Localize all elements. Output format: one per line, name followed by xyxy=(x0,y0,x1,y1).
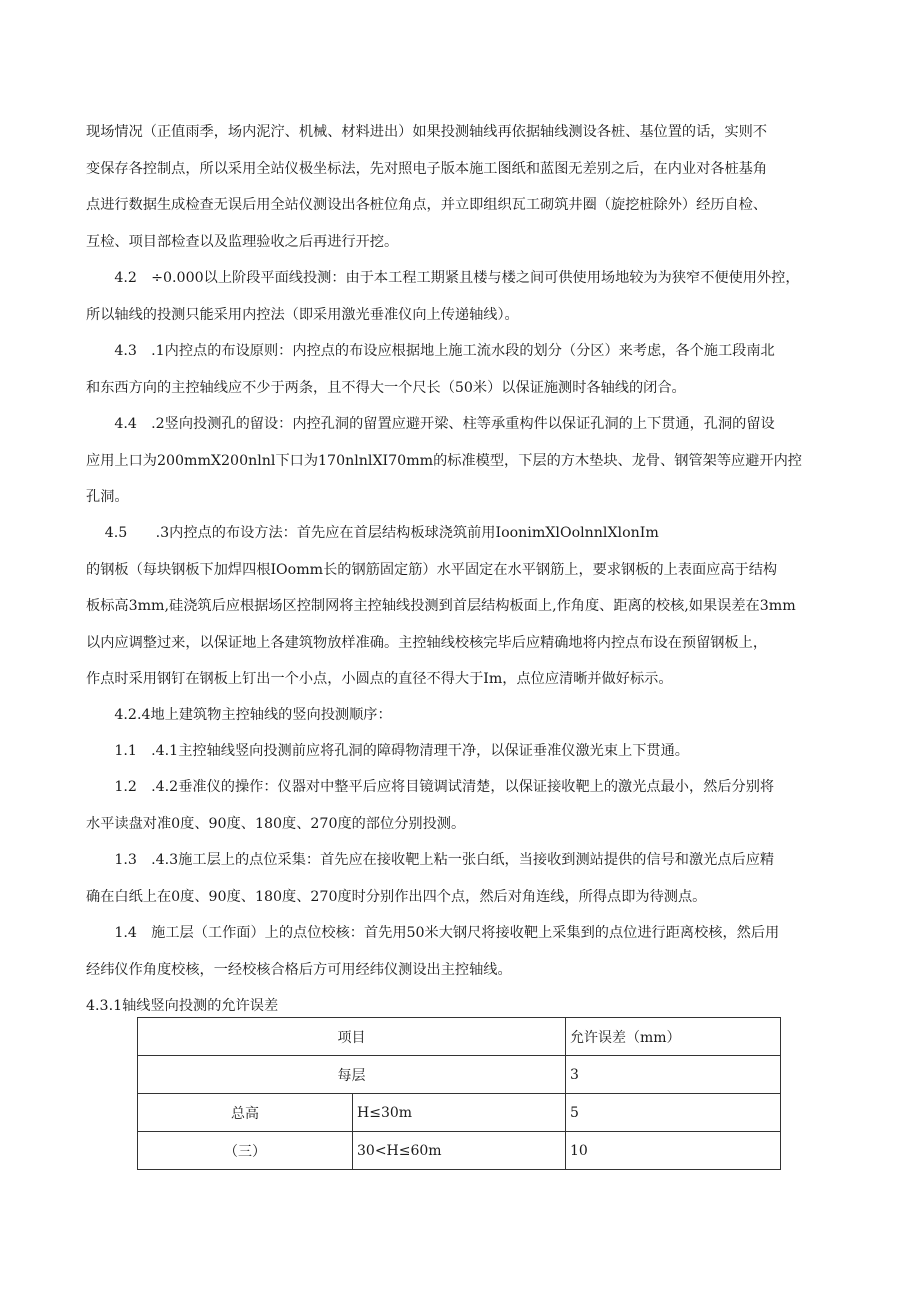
paragraph-p6 xyxy=(86,697,838,734)
text-line: 1.2 .4.2垂准仪的操作：仪器对中整平后应将目镜调试清楚，以保证接收靶上的激光点最小，然后分别将 xyxy=(86,779,775,795)
header-item: 项目 xyxy=(138,1018,566,1056)
text-line: 互检、项目部检查以及监理验收之后再进行开挖。 xyxy=(86,233,399,250)
row-label: （三） xyxy=(138,1132,353,1170)
text-line: 确在白纸上在0度、90度、180度、270度时分别作出四个点，然后对角连线，所得点即为待测点。 xyxy=(86,888,707,905)
text-line: 4.3 .1内控点的布设原则：内控点的布设应根据地上施工流水段的划分（分区）来考虑，各个施工段南北 xyxy=(86,343,775,359)
paragraph-p10 xyxy=(86,915,838,988)
paragraph-p7 xyxy=(86,733,838,770)
text-line: 和东西方向的主控轴线应不少于两条，且不得大一个尺长（50米）以保证施测时各轴线的闭合。 xyxy=(86,379,686,396)
paragraph-p4 xyxy=(86,406,838,516)
text-line: 1.4 施工层（工作面）上的点位校核：首先用50米大钢尺将接收靶上采集到的点位进行距离校核，然后用 xyxy=(86,925,780,941)
table-header-row xyxy=(138,1018,781,1056)
text-line: 4.4 .2竖向投测孔的留设：内控孔洞的留置应避开梁、柱等承重构件以保证孔洞的上下贯通，孔洞的留设 xyxy=(86,416,775,432)
row-value: 3 xyxy=(566,1056,781,1094)
text-line: 4.2.4地上建筑物主控轴线的竖向投测顺序： xyxy=(86,707,392,723)
paragraph-p9 xyxy=(86,842,838,915)
row-condition: H≤30m xyxy=(353,1094,566,1132)
text-line: 水平读盘对准0度、90度、180度、270度的部位分别投测。 xyxy=(86,815,466,832)
text-line: 板标高3mm,硅浇筑后应根据场区控制网将主控轴线投测到首层结构板面上,作角度、距离的校核,如果误差在3mm xyxy=(86,598,796,614)
text-line: 现场情况（正值雨季，场内泥泞、机械、材料进出）如果投测轴线再依据轴线测设各桩、基位置的话，实则不 xyxy=(86,124,768,140)
text-line: 孔洞。 xyxy=(86,489,129,505)
text-line: 经纬仪作角度校核，一经校核合格后方可用经纬仪测设出主控轴线。 xyxy=(86,961,512,978)
text-line: 所以轴线的投测只能采用内控法（即采用激光垂准仪向上传递轴线）。 xyxy=(86,306,519,323)
row-label: 总高 xyxy=(138,1094,353,1132)
row-label: 每层 xyxy=(138,1056,566,1094)
table-row xyxy=(138,1056,781,1094)
table-caption: 4.3.1轴线竖向投测的允许误差 xyxy=(86,998,279,1014)
header-tolerance: 允许误差（mm） xyxy=(566,1018,781,1056)
text-line: 1.1 .4.1主控轴线竖向投测前应将孔洞的障碍物清理干净，以保证垂准仪激光束上下贯通。 xyxy=(86,743,689,759)
text-line: 应用上口为200mmX200nlnl下口为170nlnlXI70mm的标准模型，下层的方木垫块、龙骨、钢管架等应避开内控 xyxy=(86,452,802,469)
text-line: 4.5 .3内控点的布设方法：首先应在首层结构板球浇筑前用IoonimXlOolnnlXlonIm xyxy=(86,525,659,541)
row-value: 10 xyxy=(566,1132,781,1170)
text-line: 的钢板（每块钢板下加焊四根IOomm长的钢筋固定筋）水平固定在水平钢筋上，要求钢板的上表面应高于结构 xyxy=(86,561,778,578)
paragraph-p1 xyxy=(86,114,838,260)
table-row xyxy=(138,1094,781,1132)
text-line: 4.2 ÷0.000以上阶段平面线投测：由于本工程工期紧且楼与楼之间可供使用场地较为为狭窄不便使用外控， xyxy=(86,270,800,286)
tolerance-table xyxy=(137,1017,781,1170)
paragraph-p8 xyxy=(86,769,838,842)
row-value: 5 xyxy=(566,1094,781,1132)
text-line: 1.3 .4.3施工层上的点位采集：首先应在接收靶上粘一张白纸，当接收到测站提供的信号和激光点后应精 xyxy=(86,852,775,868)
text-line: 以内应调整过来，以保证地上各建筑物放样准确。主控轴线校核完毕后应精确地将内控点布设在预留钢板上， xyxy=(86,634,768,651)
text-line: 作点时采用钢钉在钢板上钉出一个小点，小圆点的直径不得大于Im，点位应清晰并做好标示。 xyxy=(86,671,673,687)
row-condition: 30<H≤60m xyxy=(353,1132,566,1170)
paragraph-p2 xyxy=(86,260,838,333)
text-line: 变保存各控制点，所以采用全站仪极坐标法，先对照电子版本施工图纸和蓝图无差别之后，在内业对各桩基角 xyxy=(86,160,768,177)
paragraph-p3 xyxy=(86,333,838,406)
text-line: 点进行数据生成检查无误后用全站仪测设出各桩位角点，并立即组织瓦工砌筑井圈（旋挖桩除外）经历自检、 xyxy=(86,197,768,213)
paragraph-p5 xyxy=(86,515,838,698)
table-row xyxy=(138,1132,781,1170)
